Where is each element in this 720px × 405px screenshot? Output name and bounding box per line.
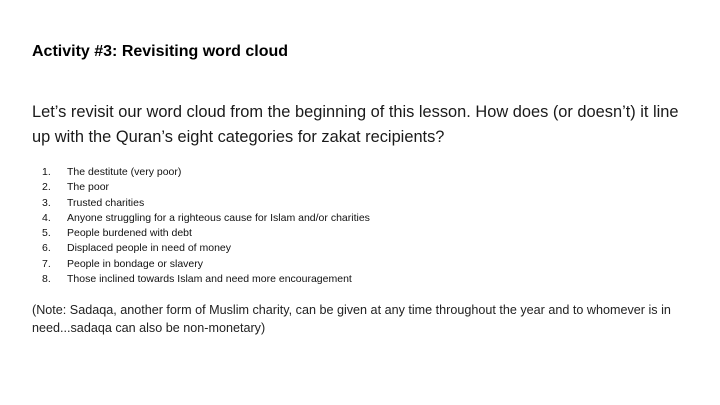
list-item bbox=[42, 165, 370, 180]
list-item bbox=[42, 196, 370, 211]
item-text: The destitute (very poor) bbox=[67, 166, 182, 178]
item-number: 2. bbox=[42, 181, 51, 194]
item-text: Anyone struggling for a righteous cause for Islam and/or charities bbox=[67, 211, 370, 224]
item-number: 4. bbox=[42, 211, 51, 224]
list-item bbox=[42, 226, 370, 241]
item-text: Trusted charities bbox=[67, 196, 145, 209]
item-text: The poor bbox=[67, 181, 110, 194]
intro-paragraph: Let’s revisit our word cloud from the beginning of this lesson. How does (or doesn’t) it line up with the Quran’s eight categories for zakat recipients? bbox=[32, 103, 679, 146]
item-number: 5. bbox=[42, 227, 51, 240]
item-text: Displaced people in need of money bbox=[67, 242, 232, 255]
item-number: 3. bbox=[42, 196, 51, 209]
list-item bbox=[42, 257, 370, 272]
item-text: Those inclined towards Islam and need more encouragement bbox=[67, 273, 352, 286]
list-item bbox=[42, 272, 370, 287]
item-number: 8. bbox=[42, 273, 51, 286]
note-paragraph: (Note: Sadaqa, another form of Muslim charity, can be given at any time throughout the year and to whomever is in need...sadaqa can also be non-monetary) bbox=[32, 303, 671, 335]
item-text: People in bondage or slavery bbox=[67, 257, 204, 270]
activity-title: Activity #3: Revisiting word cloud bbox=[32, 43, 289, 60]
item-text: People burdened with debt bbox=[67, 227, 192, 240]
zakat-categories-list bbox=[42, 165, 370, 287]
list-item bbox=[42, 241, 370, 256]
list-item bbox=[42, 211, 370, 226]
item-number: 1. bbox=[42, 166, 51, 178]
item-number: 7. bbox=[42, 257, 51, 270]
item-number: 6. bbox=[42, 242, 51, 255]
list-item bbox=[42, 180, 370, 195]
